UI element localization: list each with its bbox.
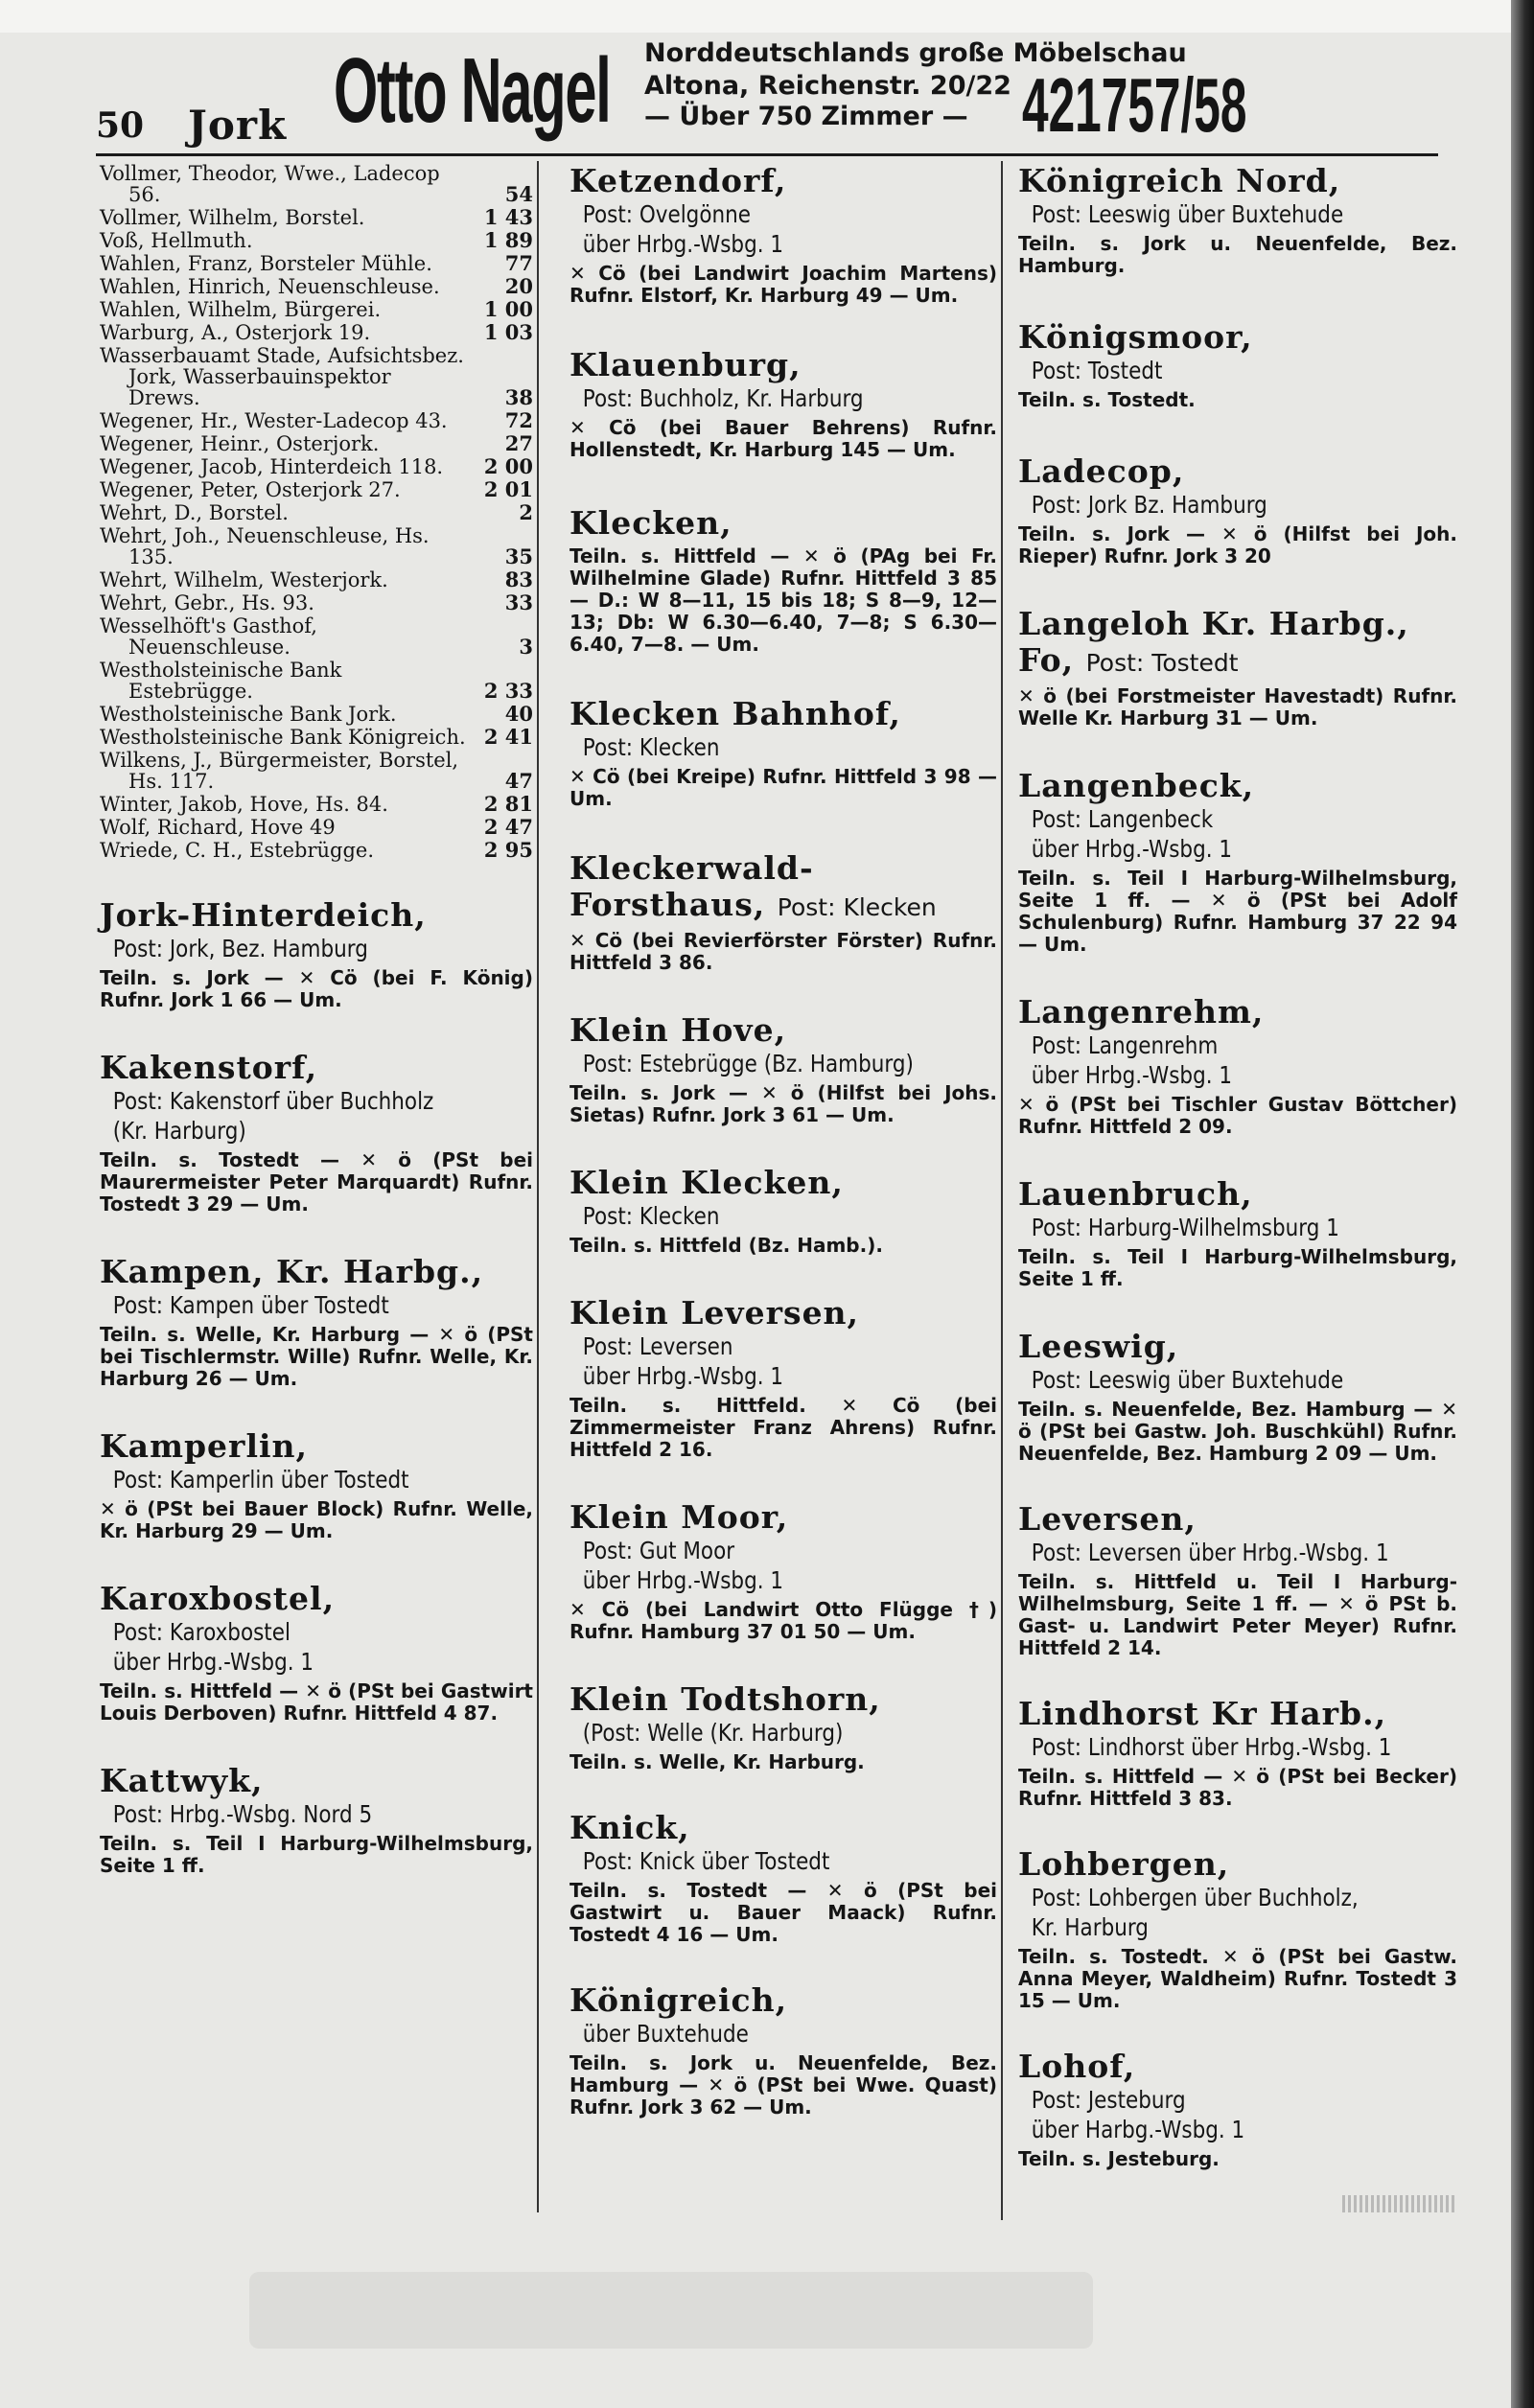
place-name-text: Knick, [569,1809,690,1846]
place-name-text: Klein Leversen, [569,1294,860,1331]
subscriber-name: Wegener, Peter, Osterjork 27. [100,478,401,501]
phone-number: 27 [504,431,533,455]
place-entry [569,1982,997,2119]
subscriber-name: Wegener, Hr., Wester-Ladecop 43. [100,409,448,432]
phone-number: 2 95 [483,838,533,862]
post-office: Post: Knick über Tostedt [582,1847,830,1875]
subscriber-row [100,592,533,614]
place-name [569,1012,997,1049]
advertiser-slogan: — Über 750 Zimmer — [644,102,968,131]
place-name-text: Lauenbruch, [1018,1175,1253,1213]
telephone-info: Teiln. s. Hittfeld. ✕ Cö (bei Zimmermeister Franz Ahrens) Rufnr. Hittfeld 2 16. [569,1394,997,1461]
subscriber-name: Wilkens, J., Bürgermeister, Borstel, Hs. 117. [100,749,459,793]
subscriber-row [100,433,533,454]
subscriber-name: Wasserbauamt Stade, Aufsichtsbez. Jork, Wasserbauinspektor Drews. [100,344,464,409]
telephone-info: Teiln. s. Teil I Harburg-Wilhelmsburg, Seite 1 ff. — ✕ ö (PSt bei Adolf Schulenburg) Rufnr. Hamburg 37 22 94 — Um. [1018,867,1457,956]
telephone-info: Teiln. s. Jork — ✕ ö (Hilfst bei Joh. Rieper) Rufnr. Jork 3 20 [1018,522,1457,567]
place-name-text: Kamperlin, [100,1427,308,1465]
subscriber-name: Wahlen, Franz, Borsteler Mühle. [100,252,432,275]
post-office: Post: Lindhorst über Hrbg.-Wsbg. 1 [1031,1733,1392,1761]
post-office: Post: Jesteburg [1031,2086,1186,2114]
subscriber-name: Wehrt, D., Borstel. [100,501,289,524]
place-name [100,1050,533,1086]
place-name-text: Lohbergen, [1018,1845,1230,1883]
place-name [1018,1696,1457,1732]
place-entry [569,1165,997,1257]
place-entry [569,1810,997,1946]
phone-number: 83 [504,567,533,591]
post-office: über Hrbg.-Wsbg. 1 [1031,1061,1233,1089]
phone-number: 1 89 [483,228,533,252]
subscriber-row [100,750,533,792]
place-name-text: Ladecop, [1018,452,1185,490]
section-place-name: Jork [188,102,288,149]
telephone-info: Teiln. s. Jork — ✕ Cö (bei F. König) Rufnr. Jork 1 66 — Um. [100,966,533,1011]
post-office: Post: Estebrügge (Bz. Hamburg) [582,1050,914,1077]
place-entry [569,850,997,974]
subscriber-name: Wegener, Jacob, Hinterdeich 118. [100,455,444,478]
post-office: über Hrbg.-Wsbg. 1 [582,1566,784,1594]
post-office: über Hrbg.-Wsbg. 1 [1031,835,1233,863]
place-name-text: Königreich, [569,1981,788,2019]
place-entry [569,347,997,461]
subscriber-name: Wahlen, Hinrich, Neuenschleuse. [100,275,440,298]
place-name [1018,319,1457,356]
subscriber-name: Vollmer, Theodor, Wwe., Ladecop 56. [100,162,440,206]
subscriber-row [100,660,533,702]
telephone-info: Teiln. s. Welle, Kr. Harburg — ✕ ö (PSt bei Tischlermstr. Wille) Rufnr. Welle, Kr. Harburg 26 — Um. [100,1323,533,1390]
phone-number: 1 43 [483,205,533,229]
column-3 [1018,163,1457,2170]
post-office: (Kr. Harburg) [112,1117,246,1145]
telephone-info: Teiln. s. Welle, Kr. Harburg. [569,1750,865,1773]
place-entry [1018,2049,1457,2170]
telephone-info: Teiln. s. Hittfeld — ✕ ö (PSt bei Becker) Rufnr. Hittfeld 3 83. [1018,1765,1457,1810]
phone-number: 72 [504,408,533,432]
place-name [1018,163,1457,199]
post-office: Post: Buchholz, Kr. Harburg [582,384,864,412]
place-name [100,1428,533,1465]
phone-number: 40 [504,702,533,726]
place-name-text: Königreich Nord, [1018,162,1341,199]
place-name-text: Ketzendorf, [569,162,787,199]
phone-number: 3 [519,635,533,659]
place-name-text: Leversen, [1018,1500,1197,1538]
column-2 [569,163,997,2119]
post-office: Post: Langenbeck [1031,805,1214,833]
phone-number: 20 [504,274,533,298]
place-entry [100,1050,533,1216]
post-office: Post: Harburg-Wilhelmsburg 1 [1031,1214,1339,1241]
top-margin-strip [0,0,1511,33]
post-office: Post: Langenrehm [1031,1031,1219,1059]
column-divider-2 [1001,161,1003,2220]
subscriber-row [100,410,533,431]
telephone-info: ✕ Cö (bei Revierförster Förster) Rufnr. Hittfeld 3 86. [569,929,997,974]
place-name [569,163,997,199]
phone-number: 77 [504,251,533,275]
subscriber-row [100,230,533,251]
subscriber-row [100,299,533,320]
place-name-text: Klein Klecken, [569,1164,844,1201]
subscriber-name: Voß, Hellmuth. [100,229,253,252]
telephone-info: Teiln. s. Tostedt — ✕ ö (PSt bei Maurermeister Peter Marquardt) Rufnr. Tostedt 3 29 — Um. [100,1148,533,1216]
telephone-info: Teiln. s. Hittfeld (Bz. Hamb.). [569,1234,883,1257]
place-entry [1018,1696,1457,1810]
subscriber-row [100,817,533,838]
place-name [569,1681,997,1718]
place-name-text: Langenrehm, [1018,993,1265,1030]
place-name [569,505,997,542]
place-entry [569,1681,997,1773]
post-office: Post: Hrbg.-Wsbg. Nord 5 [112,1800,373,1828]
place-entry [100,1428,533,1542]
place-name-text: Kleckerwald-Forsthaus, [569,849,814,923]
phone-number: 2 41 [483,725,533,749]
post-office: Post: Leeswig über Buxtehude [1031,1366,1344,1394]
place-name-text: Königsmoor, [1018,318,1253,356]
subscriber-name: Wahlen, Wilhelm, Bürgerei. [100,298,382,321]
subscriber-row [100,276,533,297]
place-name [1018,994,1457,1030]
subscriber-name: Warburg, A., Osterjork 19. [100,321,371,344]
place-name-text: Kattwyk, [100,1762,264,1799]
post-office: Post: Kakenstorf über Buchholz [112,1087,434,1115]
place-name [1018,2049,1457,2085]
show-through-smudge [249,2272,1093,2349]
subscriber-row [100,525,533,567]
place-name [569,1499,997,1536]
phone-number: 2 00 [483,454,533,478]
place-name-text: Klein Moor, [569,1498,789,1536]
telephone-info: Teiln. s. Teil I Harburg-Wilhelmsburg, Seite 1 ff. [1018,1245,1457,1290]
place-name-text: Kampen, Kr. Harbg., [100,1253,484,1290]
post-office: Post: Jork, Bez. Hamburg [112,935,368,962]
phone-number: 38 [504,385,533,409]
place-name [1018,1329,1457,1365]
telephone-info: Teiln. s. Tostedt. [1018,388,1196,411]
place-name [569,1295,997,1331]
place-entry [569,505,997,656]
place-name-text: Langenbeck, [1018,767,1255,804]
subscriber-name: Wriede, C. H., Estebrügge. [100,839,375,862]
subscriber-row [100,569,533,590]
subscriber-row [100,502,533,523]
subscriber-row [100,345,533,408]
advertiser-tagline: Norddeutschlands große Möbelschau [644,38,1187,68]
subscriber-name: Westholsteinische Bank Königreich. [100,726,466,749]
place-name [1018,606,1457,682]
place-entry [100,1254,533,1390]
telephone-info: Teiln. s. Jork u. Neuenfelde, Bez. Hamburg. [1018,232,1457,277]
place-entry [569,163,997,307]
phone-number: 35 [504,544,533,568]
place-name-text: Klein Hove, [569,1011,787,1049]
column-divider-1 [537,161,539,2212]
post-office: Post: Klecken [582,1202,720,1230]
subscriber-name: Wolf, Richard, Hove 49 [100,816,336,839]
place-entry [1018,1329,1457,1465]
column-1 [100,163,533,1877]
subscriber-row [100,794,533,815]
phone-number: 1 03 [483,320,533,344]
telephone-info: Teiln. s. Tostedt. ✕ ö (PSt bei Gastw. Anna Meyer, Waldheim) Rufnr. Tostedt 3 15 — Um. [1018,1945,1457,2012]
subscriber-row [100,322,533,343]
telephone-info: Teiln. s. Tostedt — ✕ ö (PSt bei Gastwirt u. Bauer Maack) Rufnr. Tostedt 4 16 — Um. [569,1879,997,1946]
post-office: Post: Ovelgönne [582,200,751,228]
post-office: Post: Gut Moor [582,1537,735,1564]
subscriber-name: Westholsteinische Bank Estebrügge. [100,659,342,703]
post-office: Post: Klecken [777,893,937,921]
subscriber-row [100,479,533,500]
place-name [569,850,997,926]
place-name-text: Jork-Hinterdeich, [100,896,427,934]
post-office: Post: Leversen über Hrbg.-Wsbg. 1 [1031,1539,1389,1566]
telephone-info: Teiln. s. Jesteburg. [1018,2147,1220,2170]
subscriber-row [100,456,533,477]
post-office: Post: Jork Bz. Hamburg [1031,491,1267,519]
telephone-info: ✕ ö (PSt bei Bauer Block) Rufnr. Welle, Kr. Harburg 29 — Um. [100,1497,533,1542]
post-office: Post: Leeswig über Buxtehude [1031,200,1344,228]
place-entry [1018,1501,1457,1659]
place-name [1018,453,1457,490]
telephone-info: Teiln. s. Teil I Harburg-Wilhelmsburg, Seite 1 ff. [100,1832,533,1877]
post-office: Post: Klecken [582,733,720,761]
place-name-text: Klecken, [569,504,732,542]
book-binding-edge [1511,0,1534,2408]
post-office: Post: Kamperlin über Tostedt [112,1466,409,1493]
place-name-text: Leeswig, [1018,1328,1179,1365]
telephone-info: ✕ Cö (bei Kreipe) Rufnr. Hittfeld 3 98 — Um. [569,765,997,810]
place-name-text: Lindhorst Kr Harb., [1018,1695,1387,1732]
telephone-info: Teiln. s. Hittfeld u. Teil I Harburg-Wilhelmsburg, Seite 1 ff. — ✕ ö PSt b. Gast- u. Landwirt Peter Meyer) Rufnr. Hittfeld 2 14. [1018,1570,1457,1659]
subscriber-list [100,163,533,861]
phone-number: 2 01 [483,477,533,501]
place-name [100,897,533,934]
advertiser-address: Altona, Reichenstr. 20/22 [644,71,1011,101]
place-entry [569,696,997,810]
subscriber-row [100,727,533,748]
subscriber-row [100,163,533,205]
telephone-info: Teiln. s. Neuenfelde, Bez. Hamburg — ✕ ö (PSt bei Gastw. Joh. Buschkühl) Rufnr. Neuenfelde, Bez. Hamburg 2 09 — Um. [1018,1398,1457,1465]
place-name [569,1982,997,2019]
place-name [1018,768,1457,804]
post-office: (Post: Welle (Kr. Harburg) [582,1719,844,1747]
post-office: Post: Tostedt [1085,649,1239,677]
telephone-info: Teiln. s. Hittfeld — ✕ ö (PAg bei Fr. Wilhelmine Glade) Rufnr. Hittfeld 3 85 — D.: W 8—11, 15 bis 18; S 8—9, 12—13; Db: W 6.30—6.40, 7—8; S 6.30—6.40, 7—8. — Um. [569,544,997,656]
telephone-info: Teiln. s. Hittfeld — ✕ ö (PSt bei Gastwirt Louis Derboven) Rufnr. Hittfeld 4 87. [100,1679,533,1725]
place-entry [1018,163,1457,277]
phone-number: 54 [504,182,533,206]
post-office: Kr. Harburg [1031,1913,1149,1941]
place-name [1018,1846,1457,1883]
place-name [100,1254,533,1290]
subscriber-name: Wehrt, Joh., Neuenschleuse, Hs. 135. [100,524,430,568]
subscriber-row [100,704,533,725]
telephone-info: ✕ ö (bei Forstmeister Havestadt) Rufnr. Welle Kr. Harburg 31 — Um. [1018,684,1457,729]
post-office: Post: Tostedt [1031,357,1163,384]
place-name [100,1581,533,1617]
phone-number: 2 [519,500,533,524]
place-entry [1018,1846,1457,2012]
subscriber-name: Wegener, Heinr., Osterjork. [100,432,380,455]
place-name [569,347,997,383]
post-office: über Hrbg.-Wsbg. 1 [582,230,784,258]
telephone-info: Teiln. s. Jork — ✕ ö (Hilfst bei Johs. Sietas) Rufnr. Jork 3 61 — Um. [569,1081,997,1126]
subscriber-name: Wehrt, Wilhelm, Westerjork. [100,568,388,591]
post-office: über Harbg.-Wsbg. 1 [1031,2116,1245,2143]
post-office: über Buxtehude [582,2020,749,2048]
phone-number: 2 47 [483,815,533,839]
telephone-info: Teiln. s. Jork u. Neuenfelde, Bez. Hamburg — ✕ ö (PSt bei Wwe. Quast) Rufnr. Jork 3 62 — Um. [569,2051,997,2119]
place-entry [100,1763,533,1877]
advertiser-brand: Otto Nagel [334,39,611,142]
place-name-text: Klauenburg, [569,346,802,383]
header-rule [96,153,1438,156]
place-entry [1018,319,1457,411]
place-name-text: Klein Todtshorn, [569,1680,881,1718]
phone-number: 2 33 [483,679,533,703]
subscriber-row [100,615,533,658]
telephone-info: ✕ ö (PSt bei Tischler Gustav Böttcher) Rufnr. Hittfeld 2 09. [1018,1093,1457,1138]
place-name [100,1763,533,1799]
place-name [1018,1501,1457,1538]
place-entries-col1 [100,897,533,1877]
subscriber-name: Wehrt, Gebr., Hs. 93. [100,591,314,614]
place-entry [1018,606,1457,729]
place-entry [569,1012,997,1126]
place-entry [569,1499,997,1643]
phone-number: 33 [504,590,533,614]
subscriber-name: Wesselhöft's Gasthof, Neuenschleuse. [100,614,317,659]
post-office: Post: Kampen über Tostedt [112,1291,389,1319]
subscriber-name: Vollmer, Wilhelm, Borstel. [100,206,365,229]
place-entry [1018,453,1457,567]
phone-number: 1 00 [483,297,533,321]
place-name [569,696,997,732]
post-office: Post: Karoxbostel [112,1618,291,1646]
subscriber-row [100,207,533,228]
place-entry [569,1295,997,1461]
place-entry [1018,994,1457,1138]
place-name-text: Karoxbostel, [100,1580,336,1617]
page-number: 50 [96,105,145,146]
place-name [1018,1176,1457,1213]
post-office: über Hrbg.-Wsbg. 1 [112,1648,314,1676]
subscriber-row [100,840,533,861]
advertiser-phone: 421757/58 [1022,62,1247,148]
phone-number: 47 [504,769,533,793]
place-entry [1018,768,1457,956]
post-office: über Hrbg.-Wsbg. 1 [582,1362,784,1390]
subscriber-name: Westholsteinische Bank Jork. [100,703,397,726]
post-office: Post: Leversen [582,1332,733,1360]
subscriber-row [100,253,533,274]
place-name-text: Klecken Bahnhof, [569,695,901,732]
telephone-info: ✕ Cö (bei Landwirt Otto Flügge †) Rufnr. Hamburg 37 01 50 — Um. [569,1598,997,1643]
telephone-info: ✕ Cö (bei Bauer Behrens) Rufnr. Hollenstedt, Kr. Harburg 145 — Um. [569,416,997,461]
post-office: Post: Lohbergen über Buchholz, [1031,1884,1359,1911]
faded-stamp [1342,2195,1457,2212]
telephone-info: ✕ Cö (bei Landwirt Joachim Martens) Rufnr. Elstorf, Kr. Harburg 49 — Um. [569,262,997,307]
place-entry [1018,1176,1457,1290]
place-name [569,1810,997,1846]
place-entry [100,897,533,1011]
place-name [569,1165,997,1201]
place-name-text: Langeloh Kr. Harbg., Fo, [1018,605,1409,679]
subscriber-name: Winter, Jakob, Hove, Hs. 84. [100,793,388,816]
place-entry [100,1581,533,1725]
phone-number: 2 81 [483,792,533,816]
place-name-text: Kakenstorf, [100,1049,318,1086]
place-name-text: Lohof, [1018,2048,1136,2085]
